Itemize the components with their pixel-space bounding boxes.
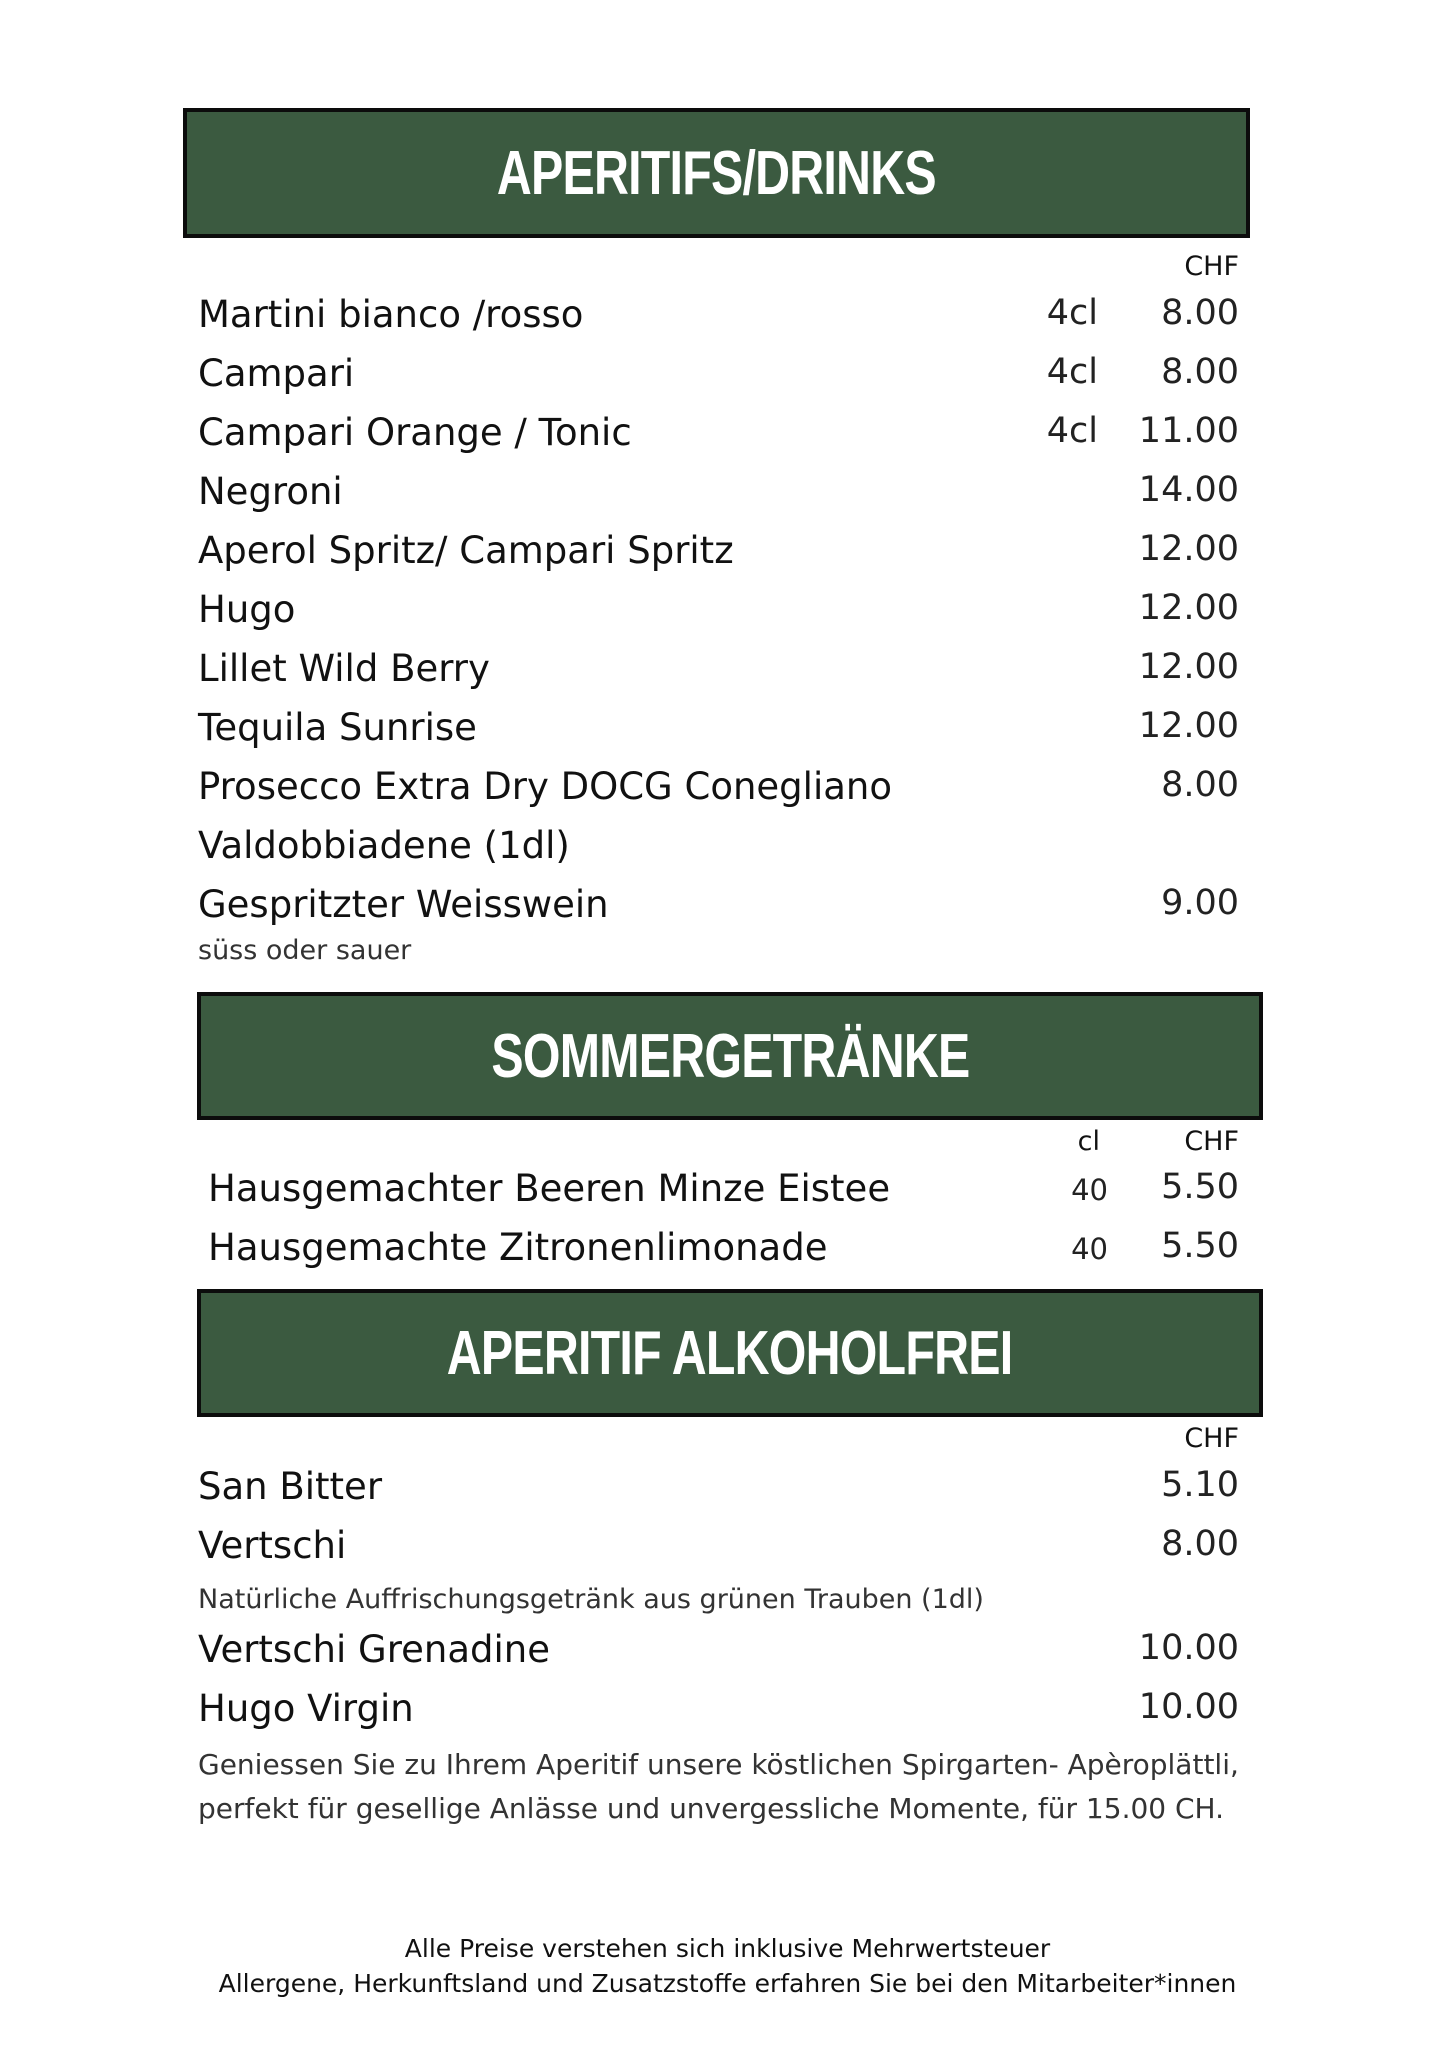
item-price: 12.00 xyxy=(1138,647,1239,687)
item-volume: 4cl xyxy=(1046,352,1098,392)
item-price: 14.00 xyxy=(1138,470,1239,510)
item-name: Hugo Virgin xyxy=(198,1687,414,1730)
promo-note-line: Geniessen Sie zu Ihrem Aperitif unsere köstlichen Spirgarten- Apèroplättli, xyxy=(198,1748,1239,1781)
item-name: Hausgemachte Zitronenlimonade xyxy=(208,1226,828,1269)
item-price: 5.50 xyxy=(1161,1167,1239,1207)
item-name: Lillet Wild Berry xyxy=(198,647,490,690)
item-price: 8.00 xyxy=(1161,352,1239,392)
menu-item xyxy=(198,765,1239,823)
menu-item xyxy=(198,411,1239,469)
menu-item xyxy=(198,1687,1239,1745)
menu-item xyxy=(208,1167,1239,1225)
price-column-header: CHF xyxy=(1184,1423,1239,1454)
section-title: APERITIFS/DRINKS xyxy=(497,138,936,208)
item-name: San Bitter xyxy=(198,1465,383,1508)
item-price: 12.00 xyxy=(1138,706,1239,746)
item-price: 11.00 xyxy=(1138,411,1239,451)
menu-item xyxy=(198,883,1239,941)
footer-vat-note: Alle Preise verstehen sich inklusive Mehrwertsteuer xyxy=(404,1934,1051,1963)
menu-item xyxy=(198,470,1239,528)
item-price: 10.00 xyxy=(1138,1628,1239,1668)
item-price: 5.50 xyxy=(1161,1226,1239,1266)
section-title: SOMMERGETRÄNKE xyxy=(490,1021,970,1091)
item-name: Valdobbiadene (1dl) xyxy=(198,824,570,867)
item-name: Hugo xyxy=(198,588,296,631)
item-name: Tequila Sunrise xyxy=(198,706,477,749)
item-price: 8.00 xyxy=(1161,1524,1239,1564)
item-price: 10.00 xyxy=(1138,1687,1239,1727)
item-name: Vertschi Grenadine xyxy=(198,1628,550,1671)
item-price: 8.00 xyxy=(1161,293,1239,333)
footer-allergen-note: Allergene, Herkunftsland und Zusatzstoffe erfahren Sie bei den Mitarbeiter*innen xyxy=(218,1969,1237,1998)
section-banner-aperitifs xyxy=(183,108,1250,238)
item-name: Gespritzter Weisswein xyxy=(198,883,609,926)
menu-item xyxy=(198,1465,1239,1523)
item-name: Prosecco Extra Dry DOCG Conegliano xyxy=(198,765,892,808)
section-banner-alkoholfrei xyxy=(197,1289,1263,1417)
item-price: 9.00 xyxy=(1161,883,1239,923)
item-price: 12.00 xyxy=(1138,588,1239,628)
menu-item xyxy=(198,588,1239,646)
item-description: süss oder sauer xyxy=(198,935,412,966)
item-name: Hausgemachter Beeren Minze Eistee xyxy=(208,1167,891,1210)
price-column-header: CHF xyxy=(1184,251,1239,282)
menu-item xyxy=(198,1524,1239,1582)
menu-item xyxy=(198,529,1239,587)
volume-column-header: cl xyxy=(1077,1126,1100,1157)
item-description: Natürliche Auffrischungsgetränk aus grünen Trauben (1dl) xyxy=(198,1584,984,1615)
item-name: Vertschi xyxy=(198,1524,347,1567)
item-name: Martini bianco /rosso xyxy=(198,293,584,336)
menu-item xyxy=(198,293,1239,351)
section-title: APERITIF ALKOHOLFREI xyxy=(447,1318,1013,1388)
item-price: 12.00 xyxy=(1138,529,1239,569)
item-volume: 40 xyxy=(1071,1173,1108,1207)
item-volume: 40 xyxy=(1071,1232,1108,1266)
item-name: Negroni xyxy=(198,470,343,513)
item-price: 8.00 xyxy=(1161,765,1239,805)
section-banner-sommergetraenke xyxy=(197,992,1263,1120)
menu-item xyxy=(198,1628,1239,1686)
item-volume: 4cl xyxy=(1046,293,1098,333)
item-volume: 4cl xyxy=(1046,411,1098,451)
menu-item xyxy=(198,706,1239,764)
price-column-header: CHF xyxy=(1184,1126,1239,1157)
promo-note-line: perfekt für gesellige Anlässe und unvergessliche Momente, für 15.00 CH. xyxy=(198,1792,1225,1825)
item-name: Aperol Spritz/ Campari Spritz xyxy=(198,529,734,572)
menu-item xyxy=(198,824,1239,882)
item-name: Campari Orange / Tonic xyxy=(198,411,632,454)
menu-item xyxy=(198,352,1239,410)
item-price: 5.10 xyxy=(1161,1465,1239,1505)
menu-item xyxy=(208,1226,1239,1284)
item-name: Campari xyxy=(198,352,355,395)
menu-item xyxy=(198,647,1239,705)
